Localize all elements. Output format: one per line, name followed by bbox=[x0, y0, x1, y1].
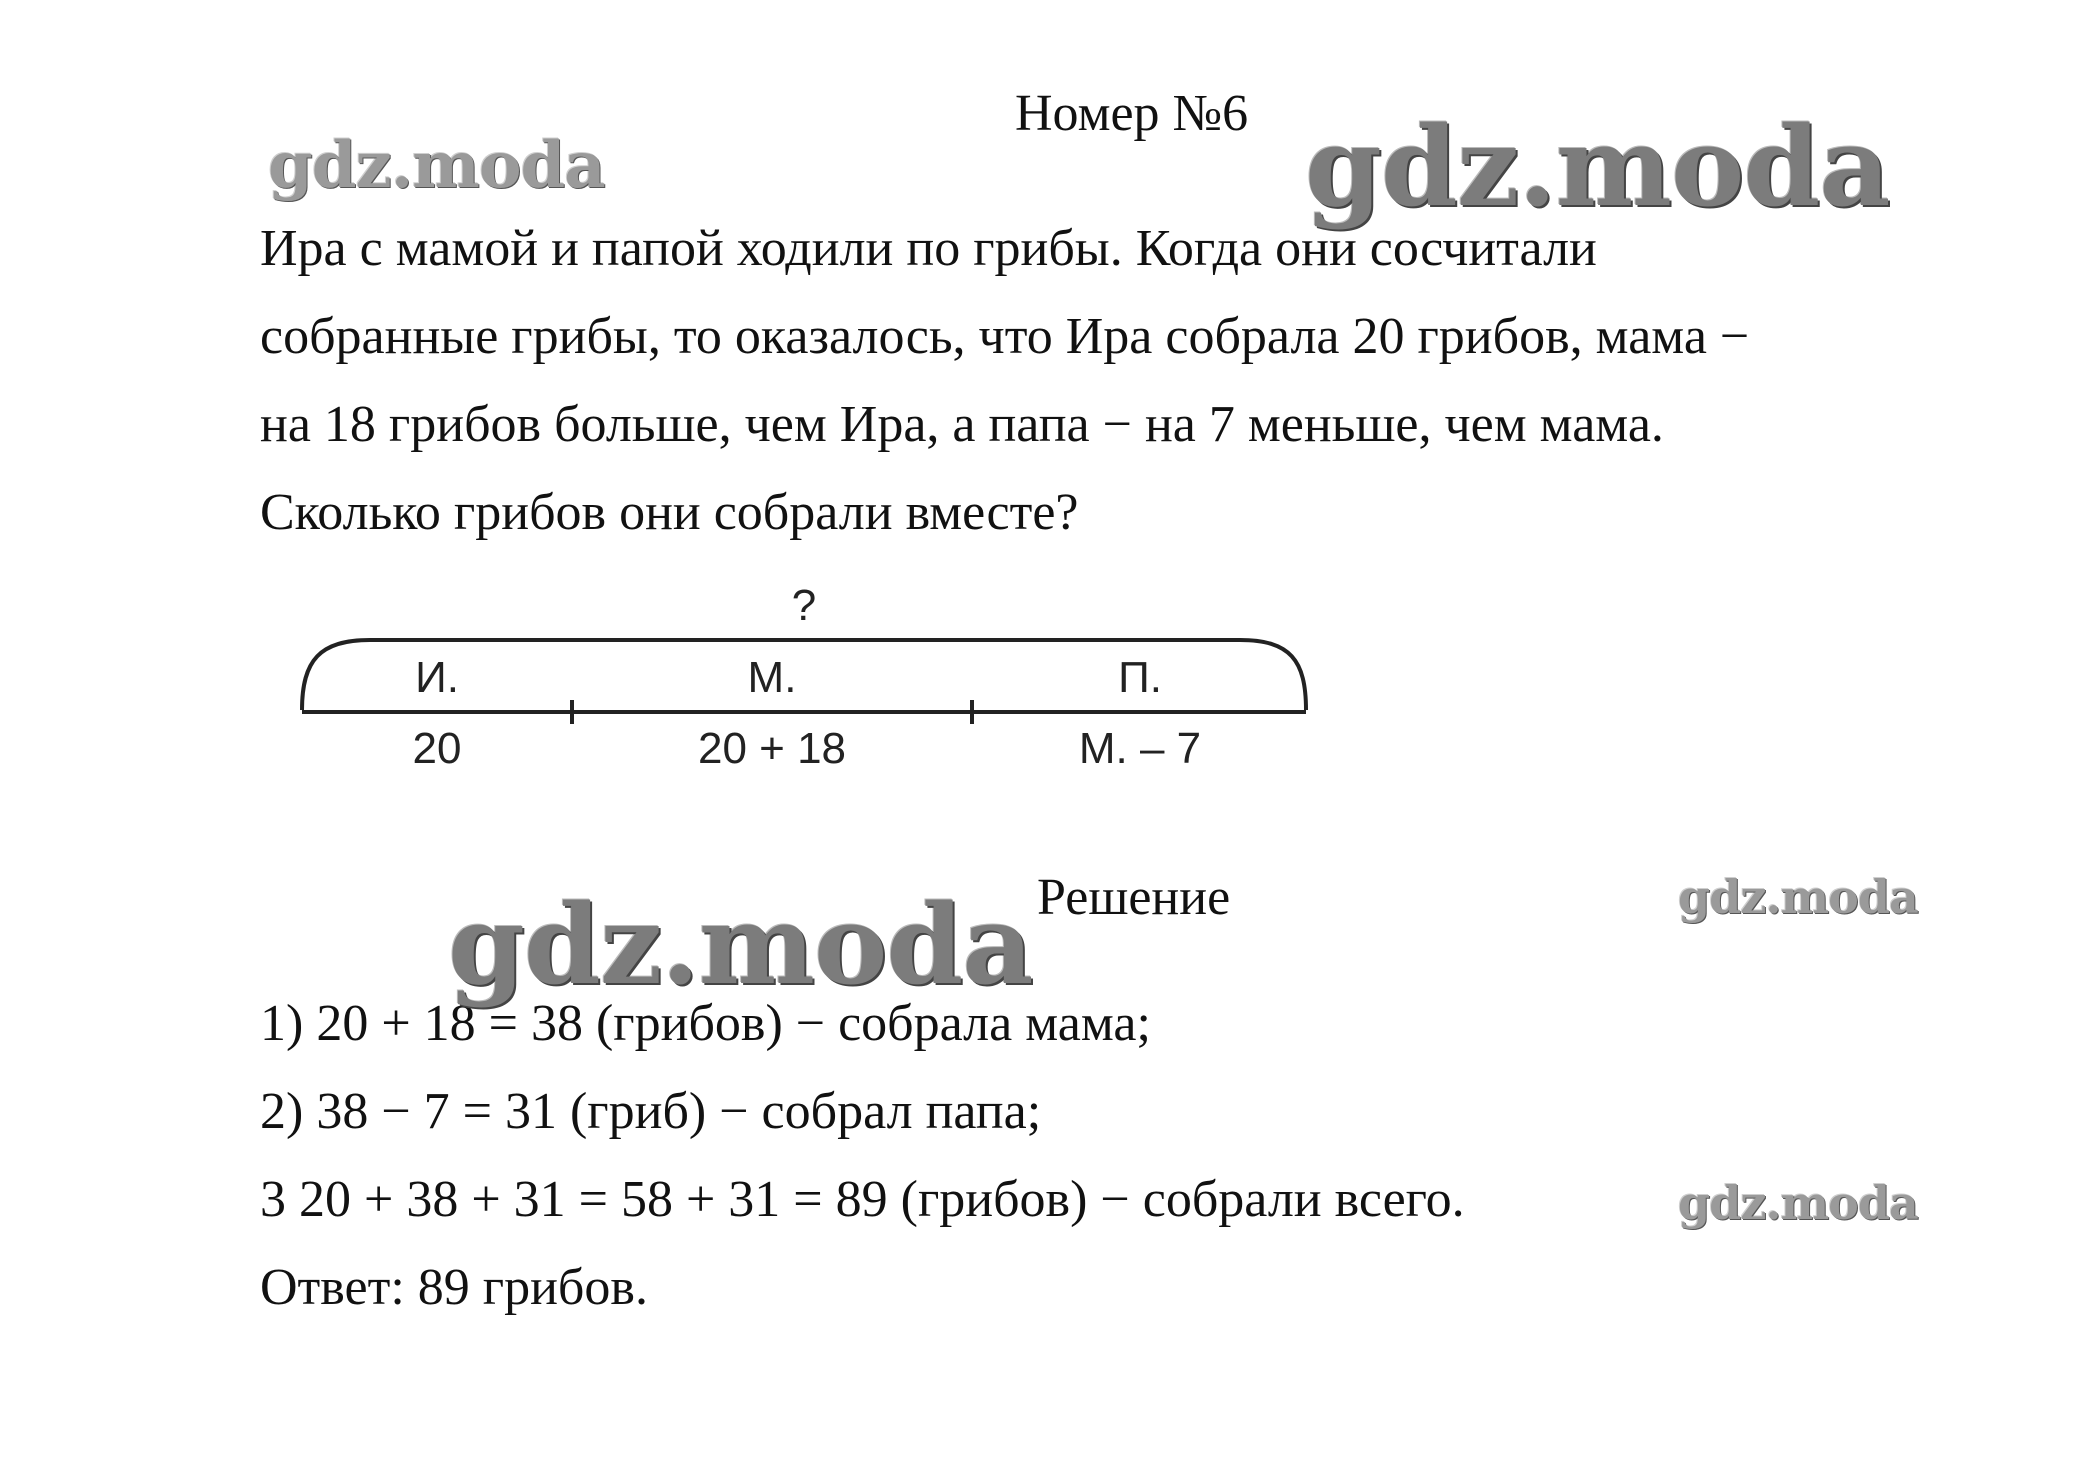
answer-line: Ответ: 89 грибов. bbox=[260, 1259, 648, 1316]
watermark: gdz.moda bbox=[448, 880, 1033, 1009]
total-label: ? bbox=[791, 581, 817, 630]
segment-value-ira: 20 bbox=[412, 724, 462, 773]
problem-text bbox=[260, 205, 2040, 557]
problem-line: Сколько грибов они собрали вместе? bbox=[260, 484, 1079, 541]
solution-step: 1) 20 + 18 = 38 (грибов) − собрала мама; bbox=[260, 995, 1151, 1052]
problem-line: на 18 грибов больше, чем Ира, а папа − на 7 меньше, чем мама. bbox=[260, 396, 1664, 453]
segment-label-papa: П. bbox=[1118, 653, 1162, 702]
watermark: gdz.moda bbox=[1305, 102, 1890, 231]
solution-title: Решение bbox=[1037, 869, 1231, 926]
watermark: gdz.moda bbox=[1678, 1176, 1918, 1230]
watermark: gdz.moda bbox=[268, 128, 605, 203]
segment-value-papa: М. – 7 bbox=[1078, 724, 1202, 773]
watermark: gdz.moda bbox=[1678, 870, 1918, 924]
segment-value-mama: 20 + 18 bbox=[697, 724, 847, 773]
solution-step: 3 20 + 38 + 31 = 58 + 31 = 89 (грибов) − собрали всего. bbox=[260, 1171, 1465, 1228]
problem-line: Ира с мамой и папой ходили по грибы. Когда они сосчитали bbox=[260, 220, 1597, 277]
segment-label-mama: М. bbox=[747, 653, 797, 702]
solution-step: 2) 38 − 7 = 31 (гриб) − собрал папа; bbox=[260, 1083, 1042, 1140]
solution-text bbox=[260, 980, 2040, 1332]
problem-line: собранные грибы, то оказалось, что Ира собрала 20 грибов, мама − bbox=[260, 308, 1750, 365]
segment-label-ira: И. bbox=[415, 653, 459, 702]
segment-diagram bbox=[280, 570, 1340, 800]
page-title: Номер №6 bbox=[1015, 85, 1249, 142]
